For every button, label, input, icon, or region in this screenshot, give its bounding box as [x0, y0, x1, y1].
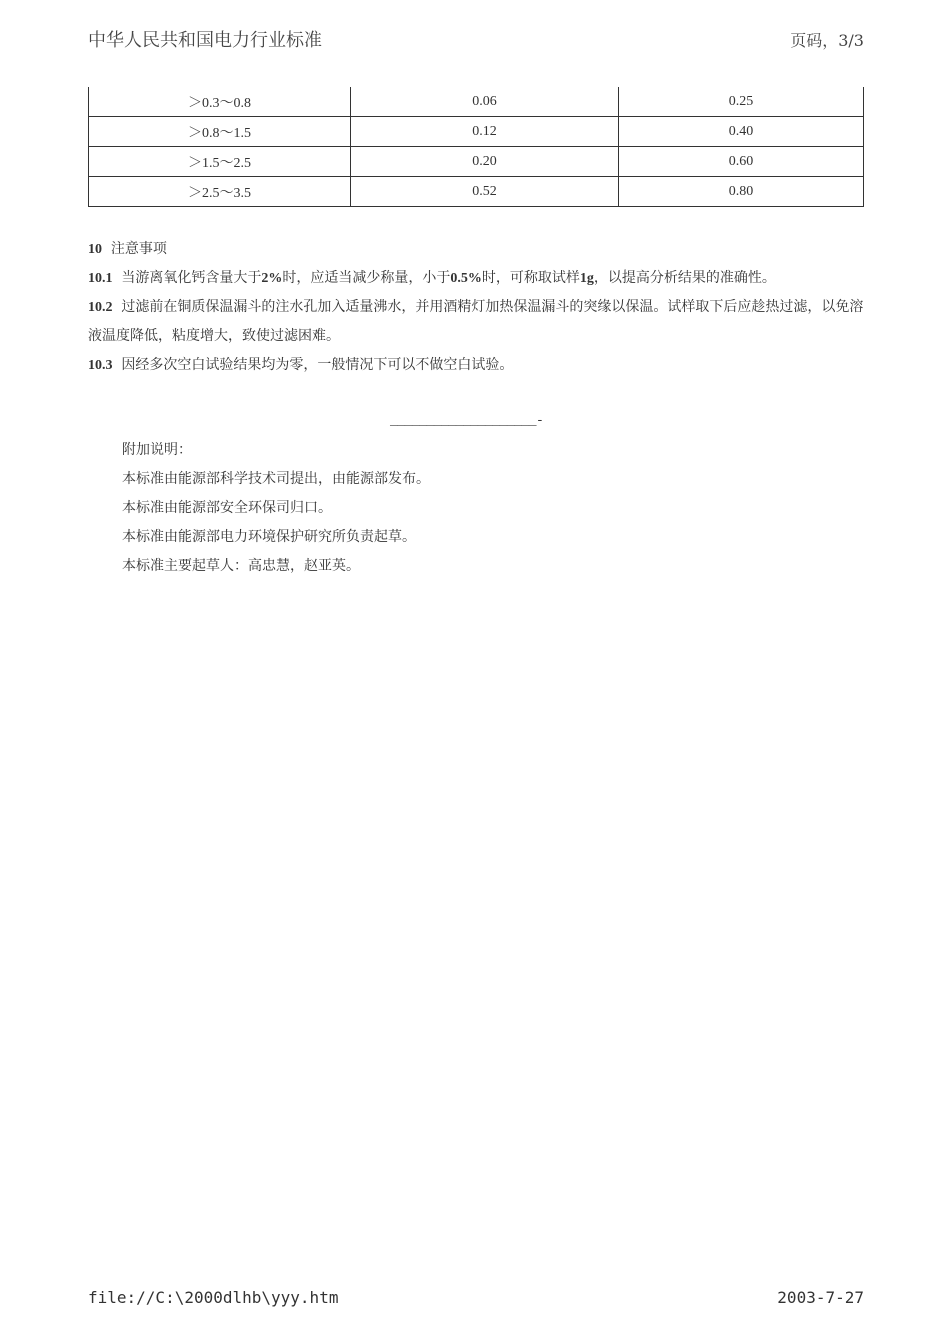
addendum-line: 本标准由能源部安全环保司归口。 [122, 500, 332, 516]
table-cell: 0.80 [619, 177, 864, 207]
table-row [89, 117, 864, 147]
table-cell: 0.60 [619, 147, 864, 177]
clause-text: 因经多次空白试验结果均为零，一般情况下可以不做空白试验。 [121, 357, 514, 373]
file-path: file://C:\2000dlhb\yyy.htm [88, 1288, 339, 1307]
addendum-title: 附加说明： [122, 442, 192, 458]
clause-text: 时，应适当减少称量，小于 [282, 270, 451, 286]
addendum-line: 本标准主要起草人：高忠慧，赵亚英。 [122, 558, 360, 574]
clause-number: 10.2 [88, 300, 113, 315]
section-heading [88, 235, 864, 264]
section-10 [88, 235, 864, 380]
limits-table [88, 87, 864, 207]
paragraph-10-3 [88, 351, 864, 380]
addendum-line: 本标准由能源部科学技术司提出，由能源部发布。 [122, 471, 430, 487]
table-cell: 0.06 [351, 87, 619, 117]
table-cell: 0.20 [351, 147, 619, 177]
clause-text: ，以提高分析结果的准确性。 [593, 270, 776, 286]
paragraph-10-1 [88, 264, 864, 293]
end-divider: ____________________- [390, 413, 544, 428]
table-row [89, 177, 864, 207]
table-cell: 0.12 [351, 117, 619, 147]
section-title: 注意事项 [110, 241, 167, 257]
table-cell: ＞0.8～1.5 [89, 117, 351, 147]
table-cell: ＞1.5～2.5 [89, 147, 351, 177]
addendum [122, 436, 430, 581]
table-row [89, 147, 864, 177]
page-number: 页码，3/3 [790, 31, 864, 50]
table-cell: 0.40 [619, 117, 864, 147]
paragraph-10-2 [88, 293, 864, 351]
clause-value: 1g [579, 271, 594, 286]
clause-number: 10.3 [88, 358, 113, 373]
section-number: 10 [88, 242, 102, 257]
document-title: 中华人民共和国电力行业标准 [88, 30, 322, 51]
print-date: 2003-7-27 [777, 1288, 864, 1307]
clause-value: 0.5% [450, 271, 482, 286]
clause-value: 2% [261, 271, 283, 286]
table-cell: 0.25 [619, 87, 864, 117]
clause-text: 过滤前在铜质保温漏斗的注水孔加入适量沸水，并用酒精灯加热保温漏斗的突缘以保温。试样取下后应趁热过滤，以免溶液温度降低，粘度增大，致使过滤困难。 [88, 299, 864, 344]
clause-text: 时，可称取试样 [481, 270, 580, 286]
table-cell: ＞2.5～3.5 [89, 177, 351, 207]
clause-text: 当游离氧化钙含量大于 [121, 270, 262, 286]
addendum-line: 本标准由能源部电力环境保护研究所负责起草。 [122, 529, 416, 545]
clause-number: 10.1 [88, 271, 113, 286]
table-cell: ＞0.3～0.8 [89, 87, 351, 117]
table-cell: 0.52 [351, 177, 619, 207]
table-row [89, 87, 864, 117]
